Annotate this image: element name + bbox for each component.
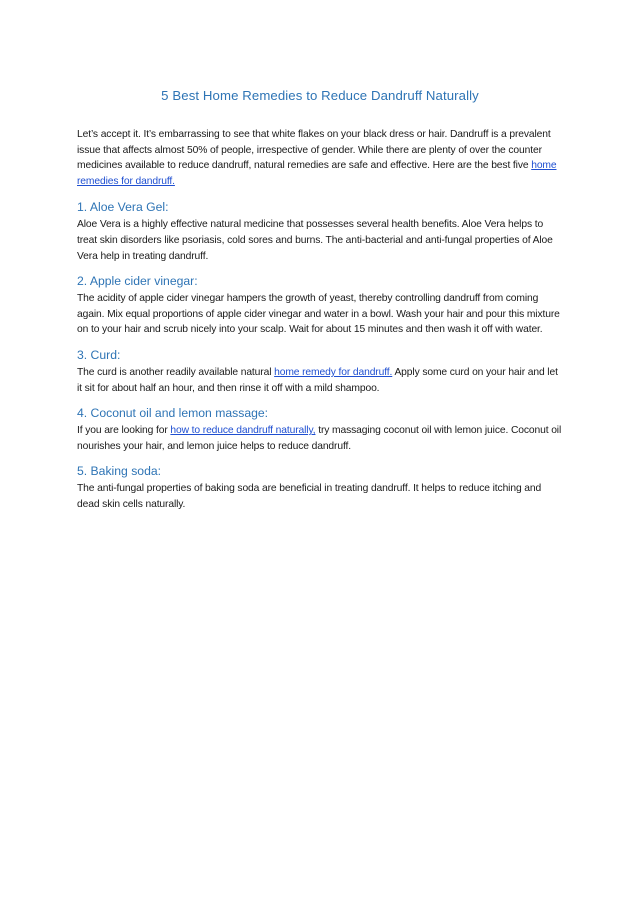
home-remedies-link[interactable]: home remedies for dandruff.: [77, 160, 557, 187]
section-paragraph: [77, 481, 563, 512]
section-heading: 2. Apple cider vinegar:: [77, 274, 198, 289]
home-remedy-link[interactable]: home remedy for dandruff.: [274, 366, 393, 378]
section-text: If you are looking for: [77, 425, 171, 437]
document-page: [77, 88, 563, 522]
section-text: Aloe Vera is a highly effective natural medicine that possesses several health benefits. Aloe Vera helps to treat skin disorders like psoriasis, cold sores and burns. The anti-bacterial and anti-fungal properties of Aloe Vera help in treating dandruff.: [77, 219, 553, 262]
reduce-dandruff-link[interactable]: how to reduce dandruff naturally,: [170, 425, 316, 437]
section-heading: 1. Aloe Vera Gel:: [77, 200, 169, 215]
intro-text: Let’s accept it. It’s embarrassing to see that white flakes on your black dress or hair. Dandruff is a prevalent issue that affects almost 50% of people, irrespective of gender. While there are plenty of over the counter medicines available to reduce dandruff, natural remedies are safe and effective. Here are the best five: [77, 129, 551, 172]
section-paragraph: [77, 291, 563, 338]
section-heading: 4. Coconut oil and lemon massage:: [77, 406, 269, 421]
page-title: 5 Best Home Remedies to Reduce Dandruff Naturally: [161, 88, 479, 103]
intro-paragraph: [77, 127, 563, 189]
section-text-after: Apply some curd on your hair and let it sit for about half an hour, and then rinse it off with a mild shampoo.: [77, 366, 558, 394]
section-text-after: try massaging coconut oil with lemon juice. Coconut oil nourishes your hair, and lemon juice helps to reduce dandruff.: [77, 425, 562, 452]
section-apple-cider-vinegar: [77, 273, 563, 338]
section-paragraph: [77, 365, 563, 396]
section-heading: 5. Baking soda:: [77, 464, 162, 479]
section-text: The curd is another readily available natural: [77, 366, 275, 378]
section-paragraph: [77, 217, 563, 264]
section-text: The anti-fungal properties of baking soda are beneficial in treating dandruff. It helps to reduce itching and dead skin cells naturally.: [77, 483, 542, 510]
section-aloe-vera: [77, 199, 563, 264]
section-text: The acidity of apple cider vinegar hampers the growth of yeast, thereby controlling dandruff from coming again. Mix equal proportions of apple cider vinegar and water in a bowl. Wash your hair and pour this mixture on to your hair and scrub nicely into your scalp. Wait for about 15 minutes and then wash it off with water.: [77, 293, 560, 336]
section-heading: 3. Curd:: [77, 347, 121, 362]
section-coconut-oil: [77, 405, 563, 454]
section-paragraph: [77, 423, 563, 454]
section-curd: [77, 347, 563, 396]
section-baking-soda: [77, 463, 563, 512]
